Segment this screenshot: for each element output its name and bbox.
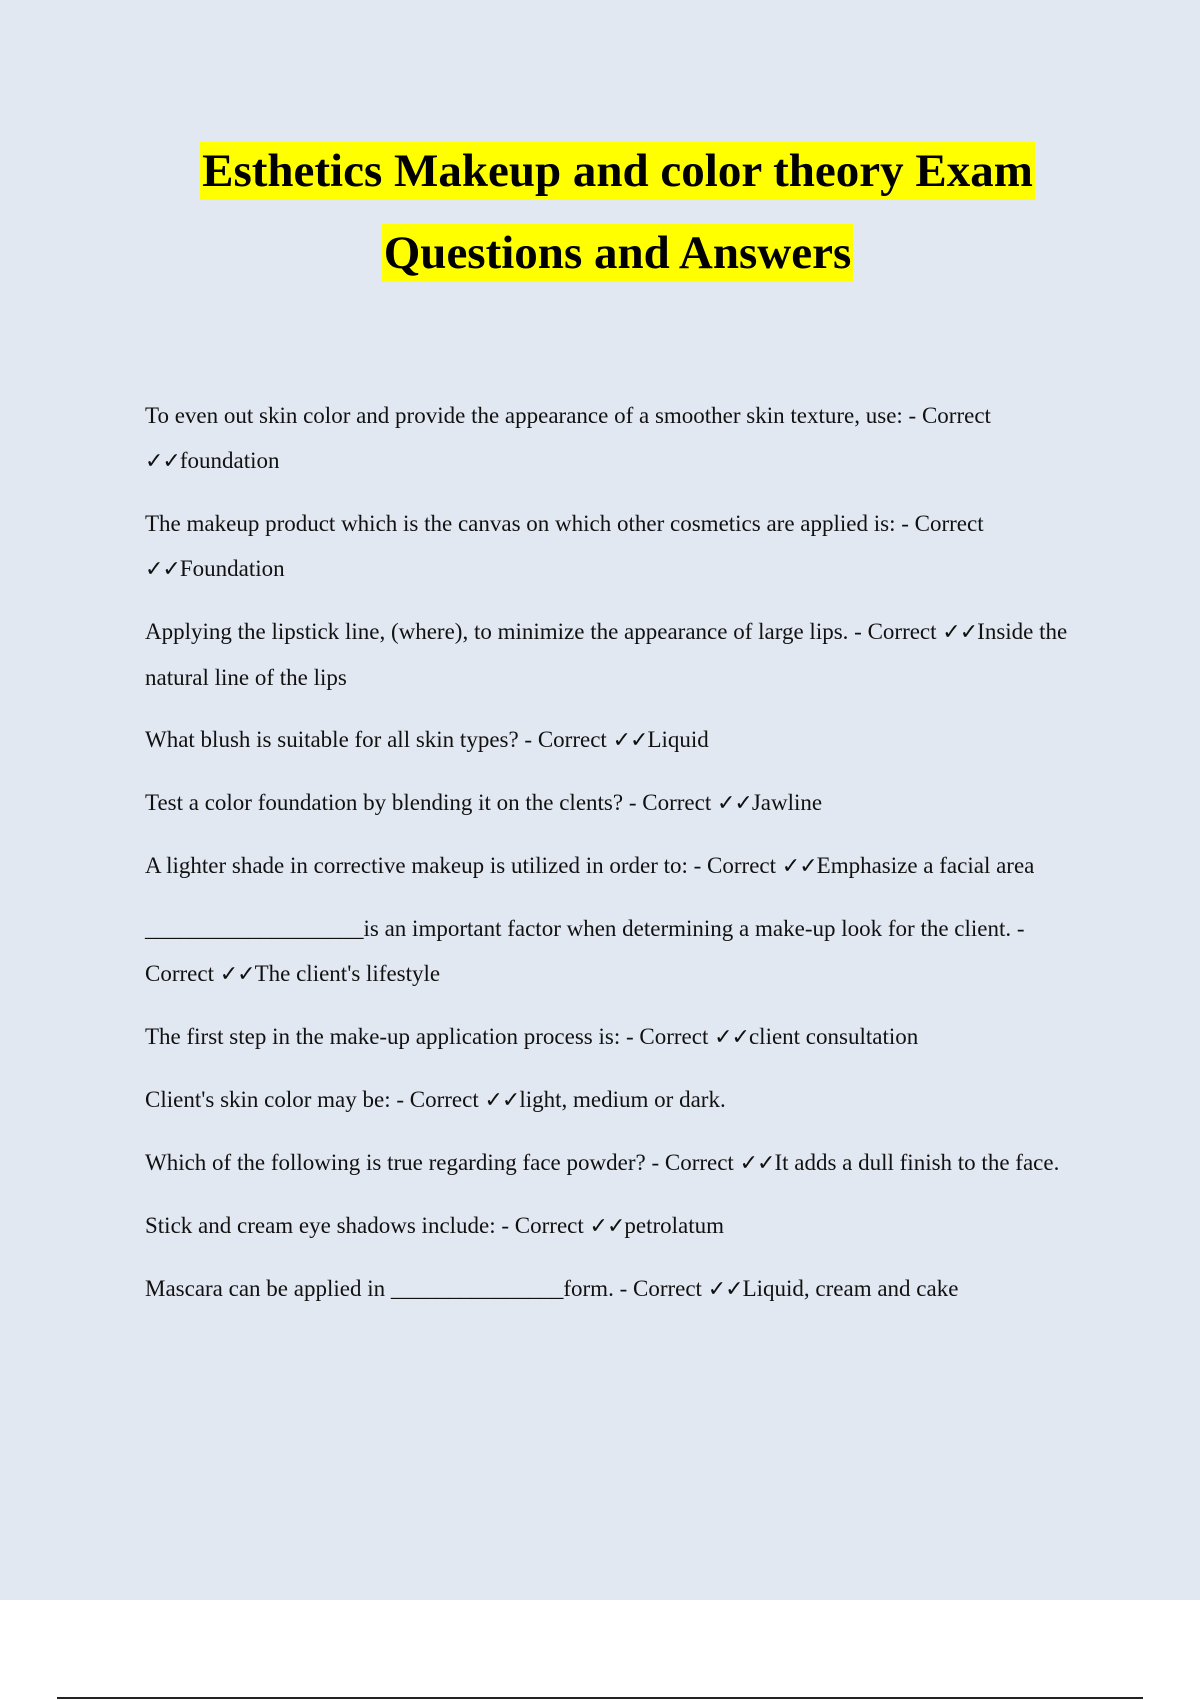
qa-item-11 (145, 1203, 1095, 1249)
answer-text: Liquid (647, 727, 709, 752)
qa-item-1 (145, 393, 1095, 484)
title-line-1: Esthetics Makeup and color theory Exam (200, 142, 1035, 200)
check-icon: ✓✓ (589, 1214, 625, 1239)
answer-text: Inside the natural line of the lips (145, 619, 1068, 690)
title-line-2: Questions and Answers (382, 224, 854, 282)
answer-text: foundation (179, 448, 280, 473)
question-text: Applying the lipstick line, (where), to minimize the appearance of large lips. - Correct (145, 619, 943, 644)
qa-item-8 (145, 1014, 1095, 1060)
footer-divider (57, 1697, 1143, 1699)
qa-item-4 (145, 717, 1095, 763)
question-text: Client's skin color may be: - Correct (145, 1087, 485, 1112)
answer-text: light, medium or dark. (519, 1087, 726, 1112)
question-text: The first step in the make-up application process is: - Correct (145, 1024, 715, 1049)
qa-item-10 (145, 1140, 1095, 1186)
question-text: Mascara can be applied in _______________form. - Correct (145, 1276, 708, 1301)
qa-item-5 (145, 780, 1095, 826)
check-icon: ✓✓ (484, 1088, 520, 1113)
qa-item-2 (145, 501, 1095, 592)
question-text: To even out skin color and provide the appearance of a smoother skin texture, use: - Correct (145, 403, 991, 428)
check-icon: ✓✓ (145, 557, 180, 582)
question-text: The makeup product which is the canvas on which other cosmetics are applied is: - Correct (145, 511, 984, 536)
check-icon: ✓✓ (739, 1151, 775, 1176)
check-icon: ✓✓ (714, 1025, 749, 1050)
question-text: What blush is suitable for all skin types? - Correct (145, 727, 613, 752)
question-text: ___________________is an important factor when determining a make-up look for the client. - Correct (145, 916, 1025, 986)
check-icon: ✓✓ (145, 449, 180, 474)
check-icon: ✓✓ (707, 1277, 743, 1302)
qa-item-12 (145, 1266, 1095, 1312)
qa-item-9 (145, 1077, 1095, 1123)
question-text: Stick and cream eye shadows include: - Correct (145, 1213, 590, 1238)
answer-text: Liquid, cream and cake (742, 1276, 959, 1301)
question-text: Which of the following is true regarding face powder? - Correct (145, 1150, 740, 1175)
qa-item-7 (145, 906, 1095, 997)
answer-text: Jawline (751, 790, 823, 815)
check-icon: ✓✓ (219, 962, 255, 987)
check-icon: ✓✓ (781, 854, 817, 879)
check-icon: ✓✓ (716, 791, 752, 816)
answer-text: It adds a dull finish to the face. (774, 1150, 1060, 1175)
question-text: A lighter shade in corrective makeup is utilized in order to: - Correct (145, 853, 782, 878)
qa-item-6 (145, 843, 1095, 889)
answer-text: Emphasize a facial area (816, 853, 1035, 878)
answer-text: The client's lifestyle (254, 961, 441, 986)
qa-list (145, 393, 1095, 1329)
check-icon: ✓✓ (942, 620, 978, 645)
answer-text: petrolatum (624, 1213, 725, 1238)
answer-text: Foundation (179, 556, 285, 581)
page-title (0, 142, 1200, 282)
qa-item-3 (145, 609, 1095, 700)
check-icon: ✓✓ (612, 728, 648, 753)
answer-text: client consultation (748, 1024, 919, 1049)
question-text: Test a color foundation by blending it on the clents? - Correct (145, 790, 717, 815)
